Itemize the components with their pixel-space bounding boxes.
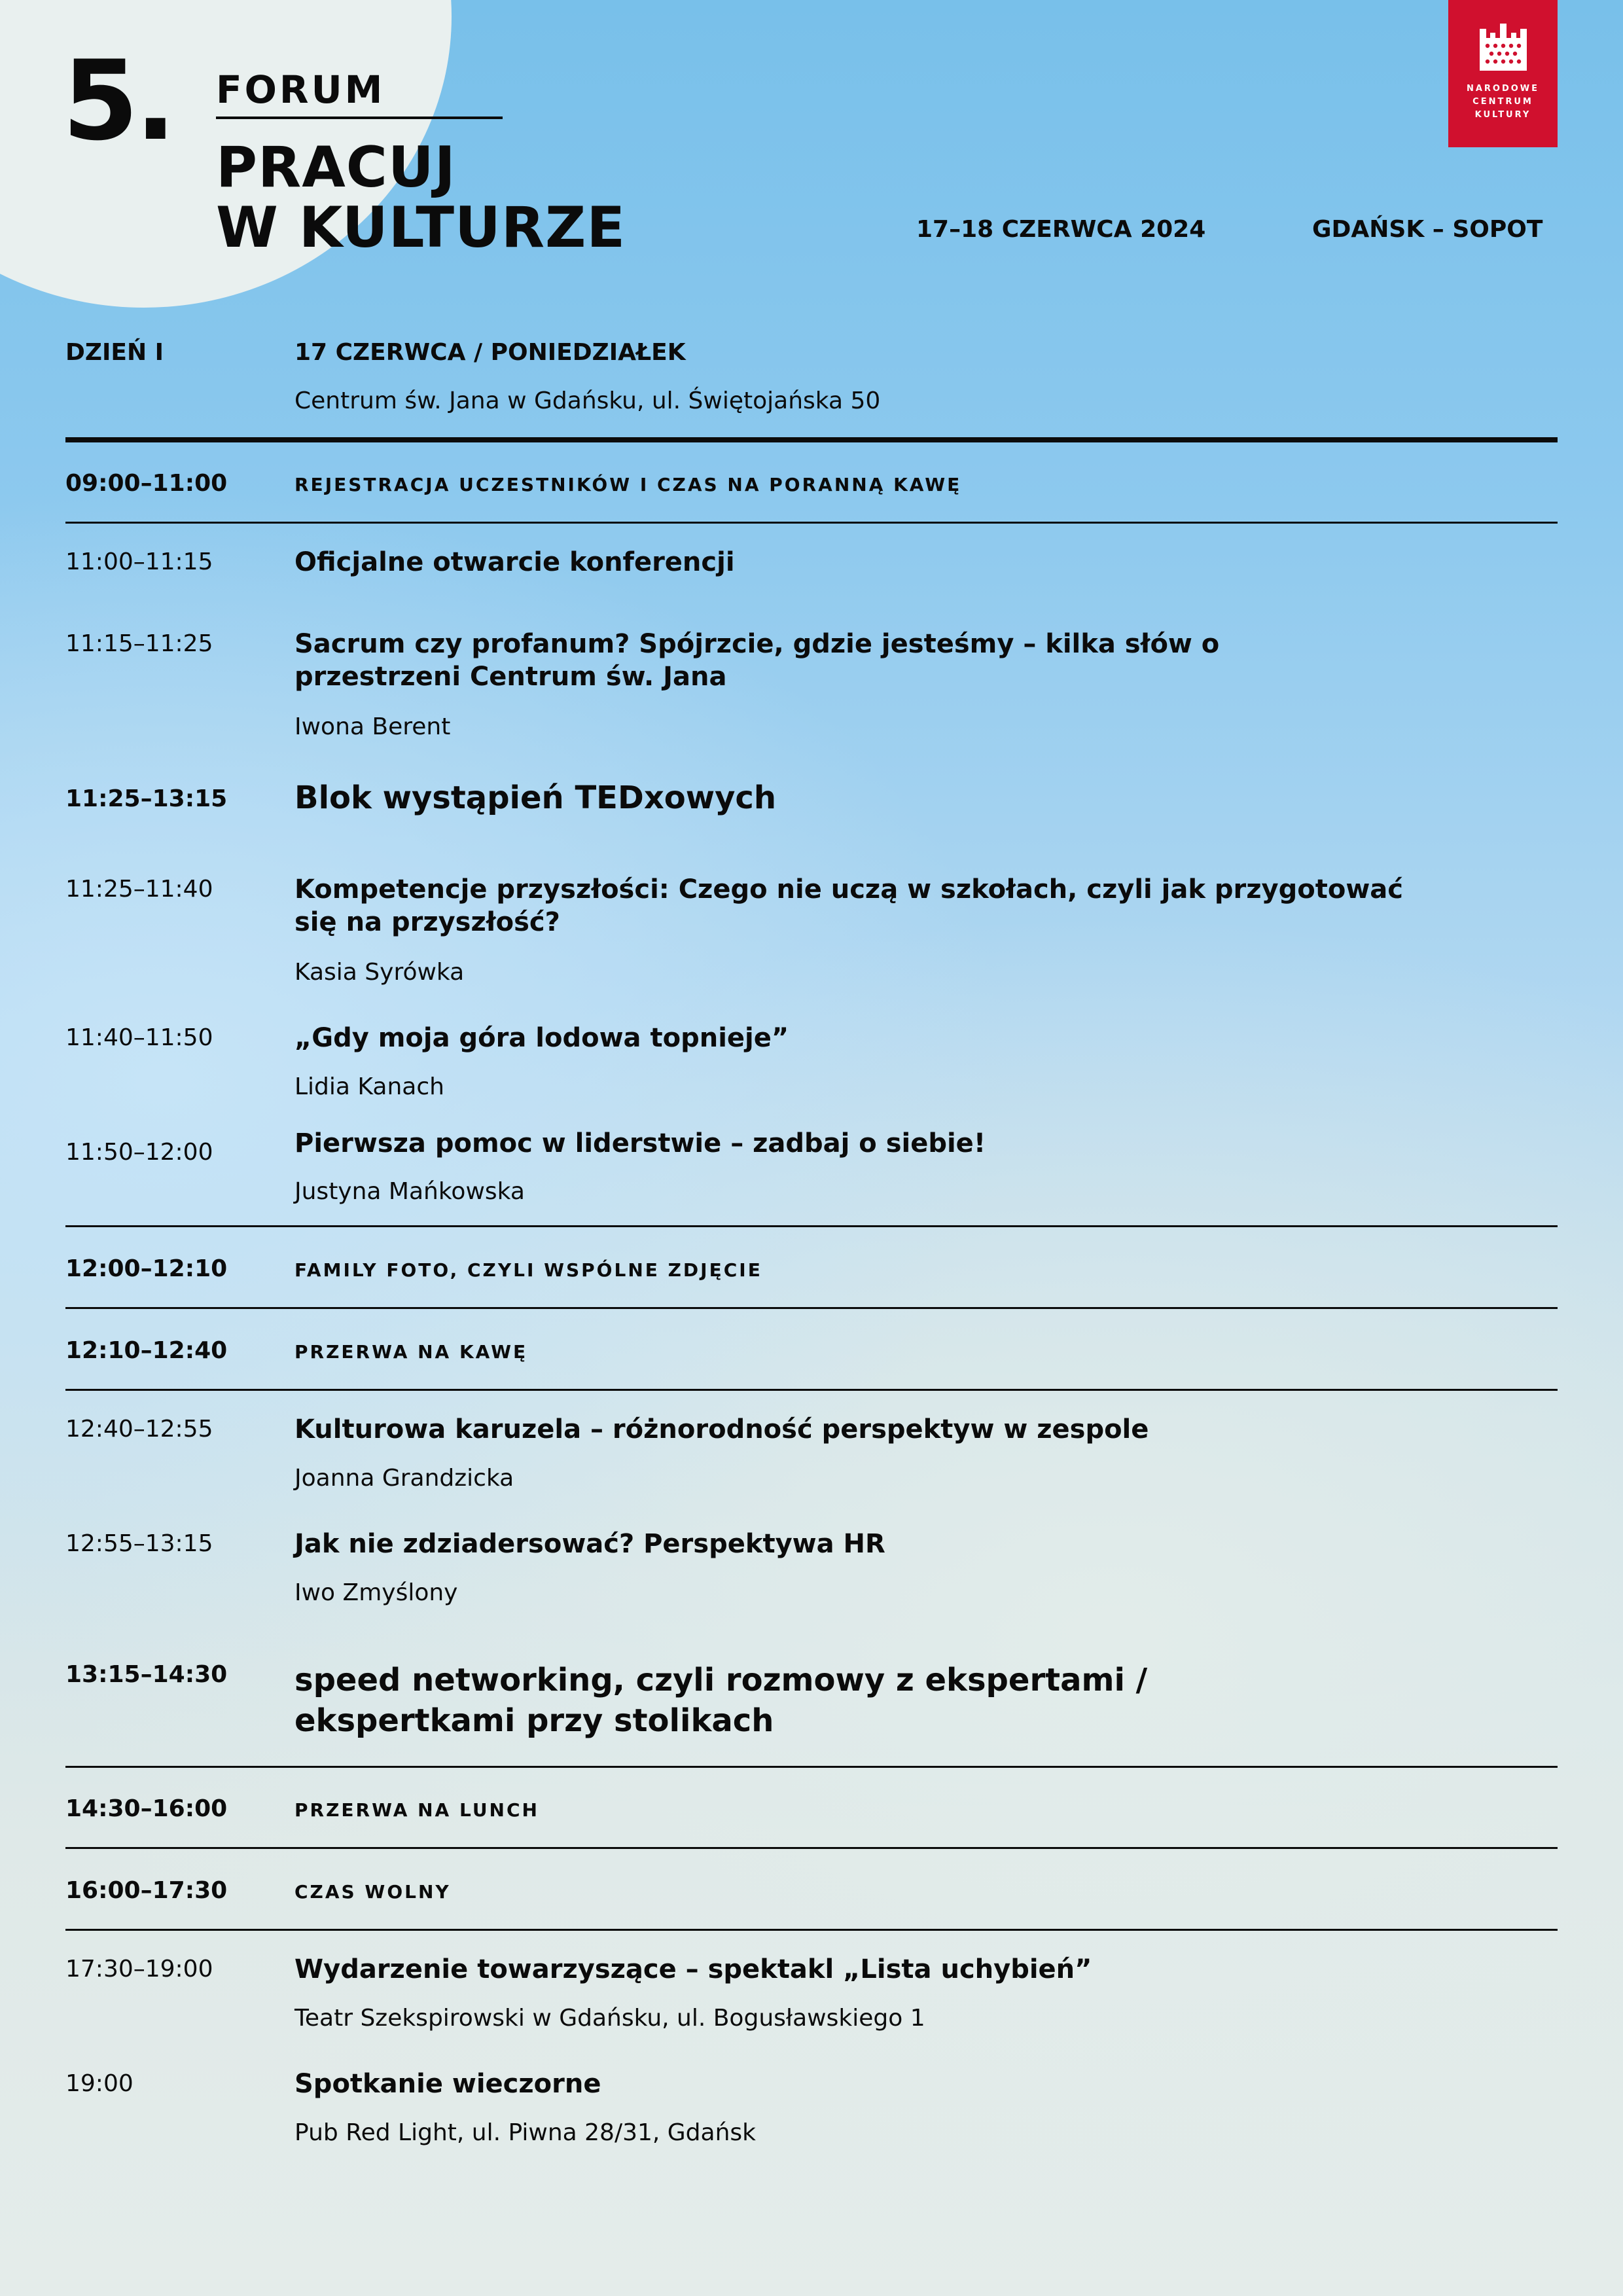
schedule-title: Pierwsza pomoc w liderstwie – zadbaj o siebie! [294,1128,986,1158]
row-divider [65,1389,1558,1391]
schedule-speaker: Iwo Zmyślony [294,1579,458,1606]
schedule-title: Spotkanie wieczorne [294,2069,601,2099]
schedule-time: 14:30–16:00 [65,1795,228,1822]
schedule-speaker: Kasia Syrówka [294,959,465,986]
schedule-time: 12:55–13:15 [65,1530,213,1557]
schedule-time: 11:25–11:40 [65,876,213,903]
day-venue: Centrum św. Jana w Gdańsku, ul. Świętojańska 50 [294,387,881,414]
day-date: 17 CZERWCA / PONIEDZIAŁEK [294,339,686,366]
schedule-time: 11:15–11:25 [65,630,213,657]
crown-icon [1480,24,1527,71]
edition-number: 5. [62,37,173,165]
schedule-note: REJESTRACJA UCZESTNIKÓW I CZAS NA PORANNĄ KAWĘ [294,474,962,495]
schedule-note: CZAS WOLNY [294,1881,451,1903]
nck-logo [1448,0,1558,147]
schedule-time: 16:00–17:30 [65,1877,228,1904]
event-dates: 17–18 CZERWCA 2024 [916,216,1206,243]
schedule-time: 12:10–12:40 [65,1337,228,1364]
row-divider [65,1929,1558,1931]
schedule-venue: Pub Red Light, ul. Piwna 28/31, Gdańsk [294,2119,757,2146]
forum-label: FORUM [216,67,385,112]
schedule-title: Jak nie zdziadersować? Perspektywa HR [294,1529,885,1559]
schedule-title: Oficjalne otwarcie konferencji [294,547,735,577]
schedule-block-title: speed networking, czyli rozmowy z ekspertami / ekspertkami przy stolikach [294,1662,1148,1739]
event-title-line1: PRACUJ [216,135,456,200]
logo-divider [216,117,503,119]
schedule-speaker: Lidia Kanach [294,1073,444,1100]
event-location: GDAŃSK – SOPOT [1312,216,1543,243]
schedule-note: PRZERWA NA LUNCH [294,1799,539,1821]
schedule-speaker: Joanna Grandzicka [294,1465,514,1492]
schedule-time: 11:25–13:15 [65,785,228,812]
schedule-venue: Teatr Szekspirowski w Gdańsku, ul. Bogusławskiego 1 [294,2005,925,2032]
schedule-title: Kompetencje przyszłości: Czego nie uczą w szkołach, czyli jak przygotować się na przyszłość? [294,874,1403,937]
schedule-title: Kulturowa karuzela – różnorodność perspektyw w zespole [294,1414,1149,1444]
schedule-time: 09:00–11:00 [65,470,228,497]
day-label: DZIEŃ I [65,339,164,366]
schedule-time: 11:50–12:00 [65,1139,213,1166]
row-divider [65,522,1558,524]
row-divider [65,1225,1558,1227]
schedule-note: PRZERWA NA KAWĘ [294,1341,528,1363]
schedule-note: FAMILY FOTO, CZYLI WSPÓLNE ZDJĘCIE [294,1259,762,1281]
schedule-title: Sacrum czy profanum? Spójrzcie, gdzie jesteśmy – kilka słów o przestrzeni Centrum św. Jana [294,629,1220,692]
schedule-speaker: Justyna Mańkowska [294,1178,525,1205]
row-divider [65,1766,1558,1768]
schedule-time: 13:15–14:30 [65,1661,228,1688]
schedule-time: 17:30–19:00 [65,1956,213,1982]
schedule-time: 11:00–11:15 [65,548,213,575]
nck-line1: NARODOWE [1466,84,1540,94]
row-divider [65,1847,1558,1849]
schedule-title: Wydarzenie towarzyszące – spektakl „Lista uchybień” [294,1954,1092,1984]
schedule-time: 11:40–11:50 [65,1024,213,1051]
row-divider [65,1307,1558,1309]
schedule-time: 19:00 [65,2070,134,2097]
section-divider [65,437,1558,442]
event-title [216,137,626,258]
nck-line2: CENTRUM [1472,97,1533,107]
schedule-title: „Gdy moja góra lodowa topnieje” [294,1023,789,1053]
schedule-time: 12:00–12:10 [65,1255,228,1282]
event-title-line2: W KULTURZE [216,195,626,260]
schedule-block-title: Blok wystąpień TEDxowych [294,780,777,816]
nck-line3: KULTURY [1474,110,1531,120]
schedule-speaker: Iwona Berent [294,713,451,740]
schedule-time: 12:40–12:55 [65,1416,213,1443]
